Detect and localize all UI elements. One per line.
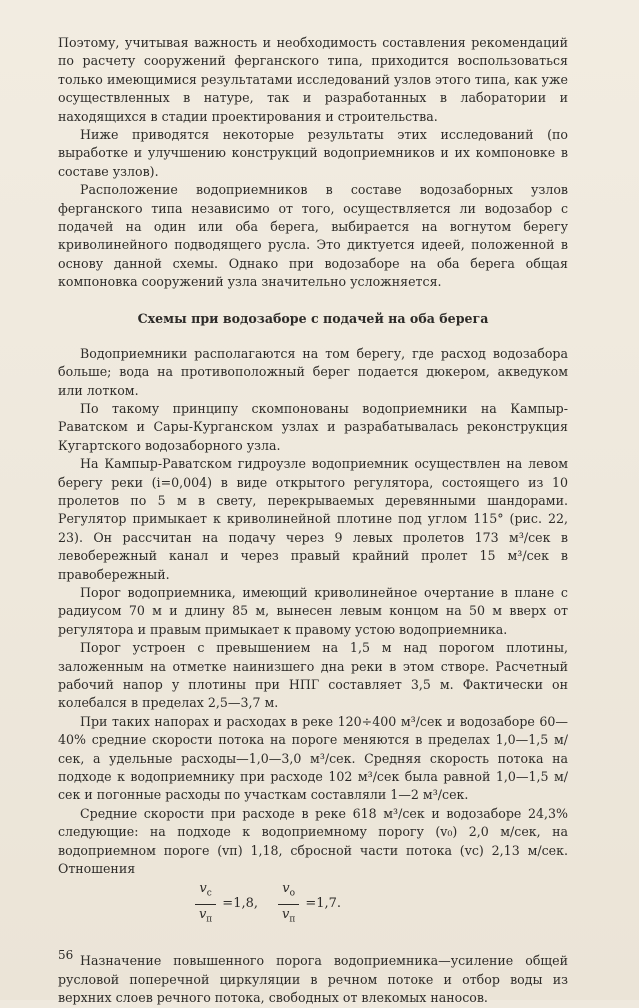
paragraph: Средние скорости при расходе в реке 618 м³/сек и водозаборе 24,3% следующие: на подходе к водоприемному порогу (v₀) 2,0 м/сек, на водоприемном пороге (vп) 1,18, сбросной части потока (vс) 2,13 м/сек. Отношения [58, 805, 568, 877]
fraction-vc-over-vp [195, 880, 216, 928]
ratio-value: =1,8, [222, 896, 258, 912]
section-heading: Схемы при водозаборе с подачей на оба берега [137, 310, 489, 326]
paragraph: Расположение водоприемников в составе водозаборных узлов ферганского типа независимо от того, осуществляется ли водозабор с подачей на один или оба берега, выбирается на вогнутом берегу криволинейного подводящего русла. Это диктуется идеей, положенной в основу данной схемы. Однако при водозаборе на оба берега общая компоновка сооружений узла значительно усложняется. [58, 182, 568, 290]
fraction-numerator: $v_о$ [278, 880, 299, 905]
paragraph: Порог устроен с превышением на 1,5 м над порогом плотины, заложенным на отметке наинизшего дна реки в этом створе. Расчетный рабочий напор у плотины при НПГ составляет 3,5 м. Фактически он колебался в пределах 2,5—3,7 м. [58, 640, 568, 711]
paragraph: По такому принципу скомпонованы водоприемники на Кампыр-Раватском и Сары-Курганском узлах и разрабатывалась реконструкция Кугартского водозаборного узла. [58, 400, 568, 453]
paragraph: При таких напорах и расходах в реке 120÷400 м³/сек и водозаборе 60—40% средние скорости потока на пороге меняются в пределах 1,0—1,5 м/сек, а удельные расходы—1,0—3,0 м³/сек. Средняя скорость потока на подходе к водоприемнику при расходе 102 м³/сек была равной 1,0—1,5 м/сек и погонные расходы по участкам составляли 1—2 м³/сек. [58, 713, 568, 803]
velocity-ratio-formula [158, 882, 378, 926]
paragraph: На Кампыр-Раватском гидроузле водоприемник осуществлен на левом берегу реки (i=0,004) в виде открытого регулятора, состоящего из 10 пролетов по 5 м в свету, перекрываемых деревянными шандорами. Регулятор примыкает к криволинейной плотине под углом 115° (рис. 22, 23). Он рассчитан на подачу через 9 левых пролетов 173 м³/сек в левобережный канал и через правый крайний пролет 15 м³/сек в правобережный. [58, 456, 568, 582]
fraction-numerator: $v_с$ [195, 880, 215, 905]
page-text [58, 34, 568, 1008]
page-number: 56 [58, 948, 74, 962]
paragraph: Назначение повышенного порога водоприемника—усиление общей русловой поперечной циркуляции в речном потоке и отбор воды из верхних слоев речного потока, свободных от влекомых наносов. [58, 953, 568, 1006]
fraction-denominator: $v_п$ [282, 906, 296, 925]
fraction-vo-over-vp [278, 880, 299, 928]
paragraph: Порог водоприемника, имеющий криволинейное очертание в плане с радиусом 70 м и длину 85 м, вынесен левым концом на 50 м вверх от регулятора и правым примыкает к правому устою водоприемника. [58, 584, 568, 637]
fraction-denominator: $v_п$ [198, 906, 213, 925]
paragraph: Ниже приводятся некоторые результаты этих исследований (по выработке и улучшению конструкций водоприемников и их компоновке в составе узлов). [58, 127, 568, 179]
paragraph: Поэтому, учитывая важность и необходимость составления рекомендаций по расчету сооружений ферганского типа, приходится воспользоваться только имеющимися результатами исследований узлов этого типа, как уже осуществленных в натуре, так и разработанных в лаборатории и находящихся в стадии проектирования и строительства. [58, 35, 568, 124]
paragraph: Водоприемники располагаются на том берегу, где расход водозабора больше; вода на противоположный берег подается дюкером, акведуком или лотком. [58, 345, 568, 398]
ratio-value: =1,7. [305, 896, 342, 912]
